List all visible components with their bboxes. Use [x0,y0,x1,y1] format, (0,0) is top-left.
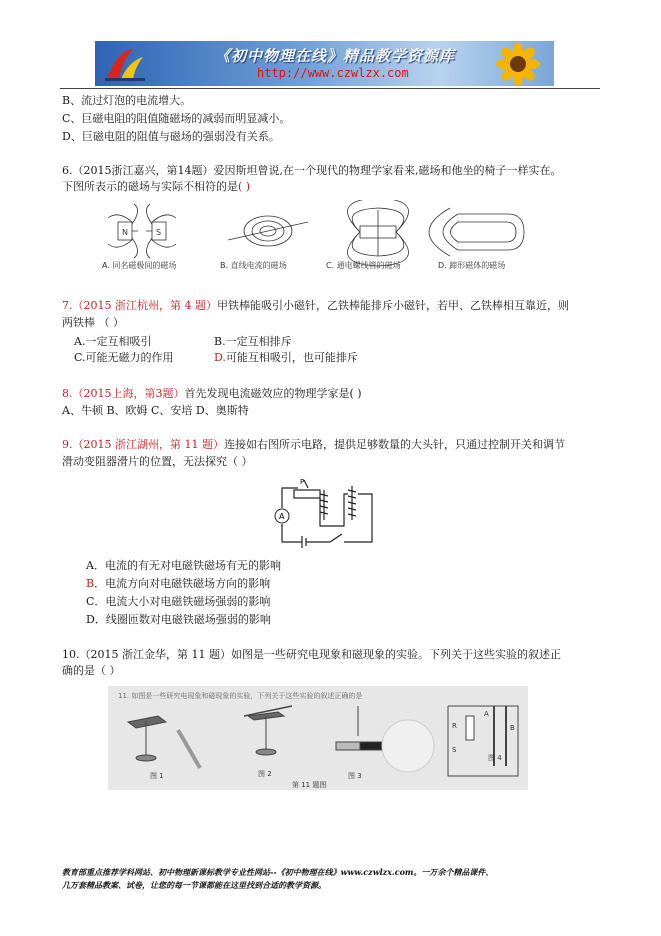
q10-text-line2: 确的是（ ） [62,664,121,677]
q6-fig-a-pole-s: S [156,228,162,237]
q8-text-line1: 8.（2015上海，第3题）首先发现电流磁效应的物理学家是( ) [62,387,362,400]
q10-label-r: R [452,722,457,730]
q9-option-b: B．电流方向对电磁铁磁场方向的影响 [86,577,271,590]
q5-option-b: B、流过灯泡的电流增大。 [62,94,192,107]
q6-caption-a: A. 同名磁极间的磁场 [102,261,177,270]
q9-source: 9.（2015 浙江湖州，第 11 题） [62,438,224,451]
q9-option-d: D．线圈匝数对电磁铁磁场强弱的影响 [86,613,271,626]
q7-text-line2: 两铁棒 （ ） [62,316,124,329]
q10-experiment-photo [108,686,528,790]
q6-fig-a-pole-n: N [122,228,128,237]
q6-text-line1: 6.（2015浙江嘉兴，第14题）爱因斯坦曾说,在一个现代的物理学家看来,磁场和他坐的椅子一样实在。 [62,164,562,177]
q6-caption-c: C. 通电螺线管的磁场 [326,261,401,270]
q7-source: 7.（2015 浙江杭州，第 4 题） [62,299,217,312]
sunflower-icon [488,43,548,85]
q10-fig1-label: 图 1 [150,772,164,780]
q10-fig2-label: 图 2 [258,770,272,778]
q7-option-b: B.一定互相排斥 [214,335,292,348]
banner-title: 《初中物理在线》精品教学资源库 [215,47,456,65]
q10-fig4-label: 图 4 [488,754,502,762]
footer-line1: 教育部重点推荐学科网站、初中物理新课标教学专业性网站--《初中物理在线》www.czwlzx.com。一万余个精品课件、 [62,867,494,877]
q10-label-b: B [510,724,515,732]
q8-options: A、牛顿 B、欧姆 C、安培 D、奥斯特 [62,404,249,417]
q9-text-line1: 9.（2015 浙江湖州，第 11 题）连接如右图所示电路，提供足够数量的大头针，只通过控制开关和调节 [62,438,565,451]
q7-option-d: D.可能互相吸引，也可能排斥 [214,351,358,364]
q10-label-s: S [452,746,457,754]
q9-circuit-figure [268,476,384,552]
site-logo-icon [103,45,147,83]
footer-line2: 几万套精品教案、试卷，让您的每一节课都能在这里找到合适的教学资源。 [62,880,326,890]
q9-option-c: C．电流大小对电磁铁磁场强弱的影响 [86,595,271,608]
q10-photo-caption: 第 11 题图 [292,781,327,789]
q8-source: 8.（2015上海，第3题） [62,387,185,400]
q10-label-a: A [484,710,489,718]
q6-answer-paren: ( ) [238,180,251,193]
q10-text-line1: 10.（2015 浙江金华，第 11 题）如图是一些研究电现象和磁现象的实验。下列关于这些实验的叙述正 [62,648,561,661]
q7-option-a: A.一定互相吸引 [74,335,152,348]
q6-magnetic-field-figure [98,200,548,275]
q6-text-line2: 下图所表示的磁场与实际不相符的是( ) [62,180,251,193]
q6-caption-d: D. 蹄形磁体的磁场 [438,261,506,270]
q7-text-line1: 7.（2015 浙江杭州，第 4 题）甲铁棒能吸引小磁针，乙铁棒能排斥小磁针，若甲、乙铁棒相互靠近，则 [62,299,569,312]
header-rule [60,88,600,89]
q10-photo-header: 11. 如图是一些研究电现象和磁现象的实验，下列关于这些实验的叙述正确的是 [118,692,363,700]
q7-option-c: C.可能无磁力的作用 [74,351,174,364]
banner-url[interactable]: http://www.czwlzx.com [257,66,409,80]
q10-fig3-label: 图 3 [348,772,362,780]
q9-ammeter-label: A [279,512,285,521]
q5-option-d: D、巨磁电阻的阻值与磁场的强弱没有关系。 [62,130,280,143]
q9-option-a: A．电流的有无对电磁铁磁场有无的影响 [86,559,281,572]
q9-text-line2: 滑动变阻器滑片的位置，无法探究（ ） [62,455,253,468]
q5-option-c: C、巨磁电阻的阻值随磁场的减弱而明显减小。 [62,112,291,125]
q9-slider-label: P [300,478,305,486]
header-banner [95,41,554,86]
q6-caption-b: B. 直线电流的磁场 [220,261,287,270]
